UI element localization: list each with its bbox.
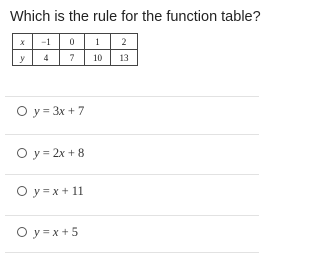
answer-option-label: y = 2x + 8 (34, 145, 85, 160)
answer-option-label: y = 3x + 7 (34, 103, 85, 118)
answer-option-label: y = x + 11 (34, 183, 84, 198)
table-row-x (13, 34, 138, 50)
x-value-cell: 1 (85, 34, 111, 50)
y-value-cell: 7 (60, 50, 85, 66)
y-value-cell: 13 (111, 50, 138, 66)
question-text: Which is the rule for the function table? (10, 9, 261, 25)
answer-option-b[interactable] (17, 146, 84, 160)
x-value-cell: −1 (33, 34, 60, 50)
radio-button[interactable] (17, 227, 27, 237)
answer-option-c[interactable] (17, 184, 84, 198)
answer-option-d[interactable] (17, 225, 78, 239)
radio-button[interactable] (17, 148, 27, 158)
table-row-y (13, 50, 138, 66)
x-header: x (13, 34, 33, 50)
answer-option-a[interactable] (17, 104, 84, 118)
y-value-cell: 4 (33, 50, 60, 66)
divider (5, 252, 259, 253)
x-value-cell: 2 (111, 34, 138, 50)
y-header: y (13, 50, 33, 66)
x-value-cell: 0 (60, 34, 85, 50)
function-table (12, 33, 138, 66)
y-value-cell: 10 (85, 50, 111, 66)
divider (5, 96, 259, 97)
answer-option-label: y = x + 5 (34, 224, 78, 239)
divider (5, 134, 259, 135)
radio-button[interactable] (17, 106, 27, 116)
radio-button[interactable] (17, 186, 27, 196)
divider (5, 174, 259, 175)
divider (5, 215, 259, 216)
